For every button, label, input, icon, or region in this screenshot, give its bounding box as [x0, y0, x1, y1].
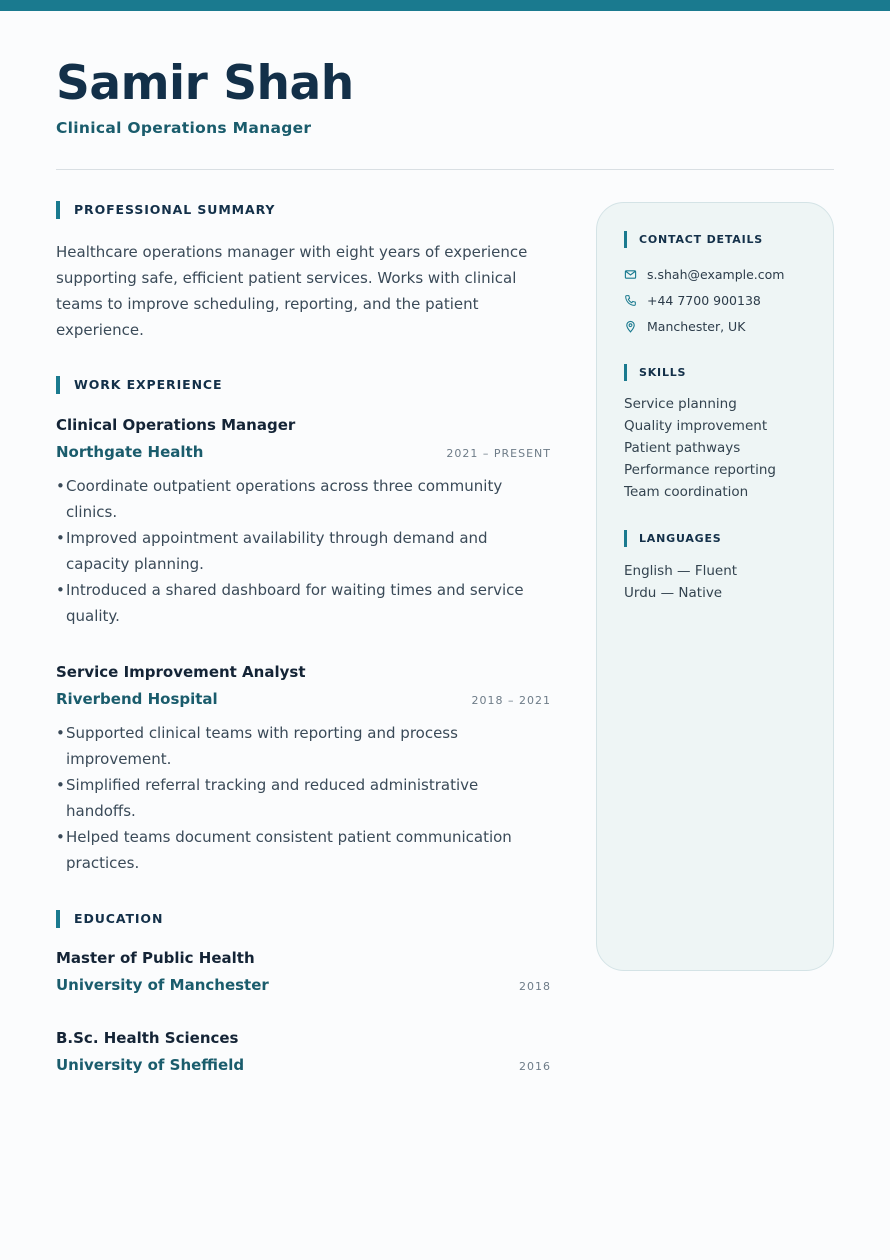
job-org-row [56, 441, 551, 463]
skill-item: Quality improvement [624, 418, 768, 434]
education-school: University of Manchester [56, 976, 269, 994]
section-marker [56, 201, 60, 219]
education-school-row [56, 1054, 551, 1076]
contact-phone-row[interactable] [624, 287, 833, 313]
skill-item: Service planning [624, 396, 737, 412]
language-item: English — Fluent [624, 563, 738, 579]
skills-list [624, 393, 833, 503]
education-heading-label: EDUCATION [74, 911, 164, 926]
languages-heading-label: LANGUAGES [639, 532, 722, 545]
summary-text: Healthcare operations manager with eight years of experience supporting safe, efficient patient services. Works with clinical teams to improve scheduling, reporting, and the patient experience. [56, 243, 528, 339]
job-bullets [56, 473, 551, 629]
header-divider [56, 169, 834, 170]
contact-heading [624, 231, 833, 248]
section-marker [624, 364, 627, 381]
section-marker [624, 530, 627, 547]
main-column [56, 201, 551, 1076]
contact-heading-label: CONTACT DETAILS [639, 233, 764, 246]
job-bullet: • Coordinate outpatient operations across three community clinics. [56, 477, 503, 521]
job-bullet: • Simplified referral tracking and reduced administrative handoffs. [56, 776, 479, 820]
skill-item: Patient pathways [624, 440, 741, 456]
contact-email-row[interactable] [624, 261, 833, 287]
contact-list [624, 261, 833, 339]
contact-location-row [624, 313, 833, 339]
education-degree: B.Sc. Health Sciences [56, 1029, 239, 1047]
job-entry [56, 415, 551, 629]
location-pin-icon [624, 320, 637, 333]
job-bullet: • Improved appointment availability through demand and capacity planning. [56, 529, 488, 573]
education-degree: Master of Public Health [56, 949, 255, 967]
top-accent-bar [0, 0, 890, 11]
experience-heading-label: WORK EXPERIENCE [74, 377, 223, 392]
experience-heading [56, 376, 551, 394]
job-role: Clinical Operations Manager [56, 416, 296, 434]
mail-icon [624, 268, 637, 281]
job-bullet: • Supported clinical teams with reporting and process improvement. [56, 724, 458, 768]
job-entry [56, 662, 551, 876]
job-org-row [56, 688, 551, 710]
section-marker [56, 910, 60, 928]
job-dates: 2018 – 2021 [471, 694, 551, 707]
skills-heading-label: SKILLS [639, 366, 687, 379]
education-year: 2018 [519, 980, 551, 993]
candidate-title: Clinical Operations Manager [56, 119, 312, 137]
skills-heading [624, 364, 833, 381]
education-heading [56, 910, 551, 928]
education-school-row [56, 974, 551, 996]
job-bullet: • Helped teams document consistent patient communication practices. [56, 828, 512, 872]
section-marker [624, 231, 627, 248]
languages-heading [624, 530, 833, 547]
job-bullets [56, 720, 551, 876]
job-org: Northgate Health [56, 443, 204, 461]
summary-heading-label: PROFESSIONAL SUMMARY [74, 202, 276, 217]
contact-email: s.shah@example.com [647, 266, 785, 282]
job-org: Riverbend Hospital [56, 690, 218, 708]
skill-item: Performance reporting [624, 462, 776, 478]
job-role: Service Improvement Analyst [56, 663, 306, 681]
contact-phone: +44 7700 900138 [647, 292, 761, 308]
skill-item: Team coordination [624, 484, 749, 500]
education-year: 2016 [519, 1060, 551, 1073]
language-item: Urdu — Native [624, 585, 723, 601]
languages-list [624, 560, 833, 604]
sidebar-panel [596, 202, 834, 971]
education-school: University of Sheffield [56, 1056, 245, 1074]
candidate-name: Samir Shah [56, 56, 354, 111]
phone-icon [624, 294, 637, 307]
contact-location: Manchester, UK [647, 318, 746, 334]
job-dates: 2021 – PRESENT [446, 447, 551, 460]
summary-heading [56, 201, 551, 219]
education-entry [56, 948, 551, 996]
job-bullet: • Introduced a shared dashboard for waiting times and service quality. [56, 581, 524, 625]
section-marker [56, 376, 60, 394]
education-entry [56, 1028, 551, 1076]
